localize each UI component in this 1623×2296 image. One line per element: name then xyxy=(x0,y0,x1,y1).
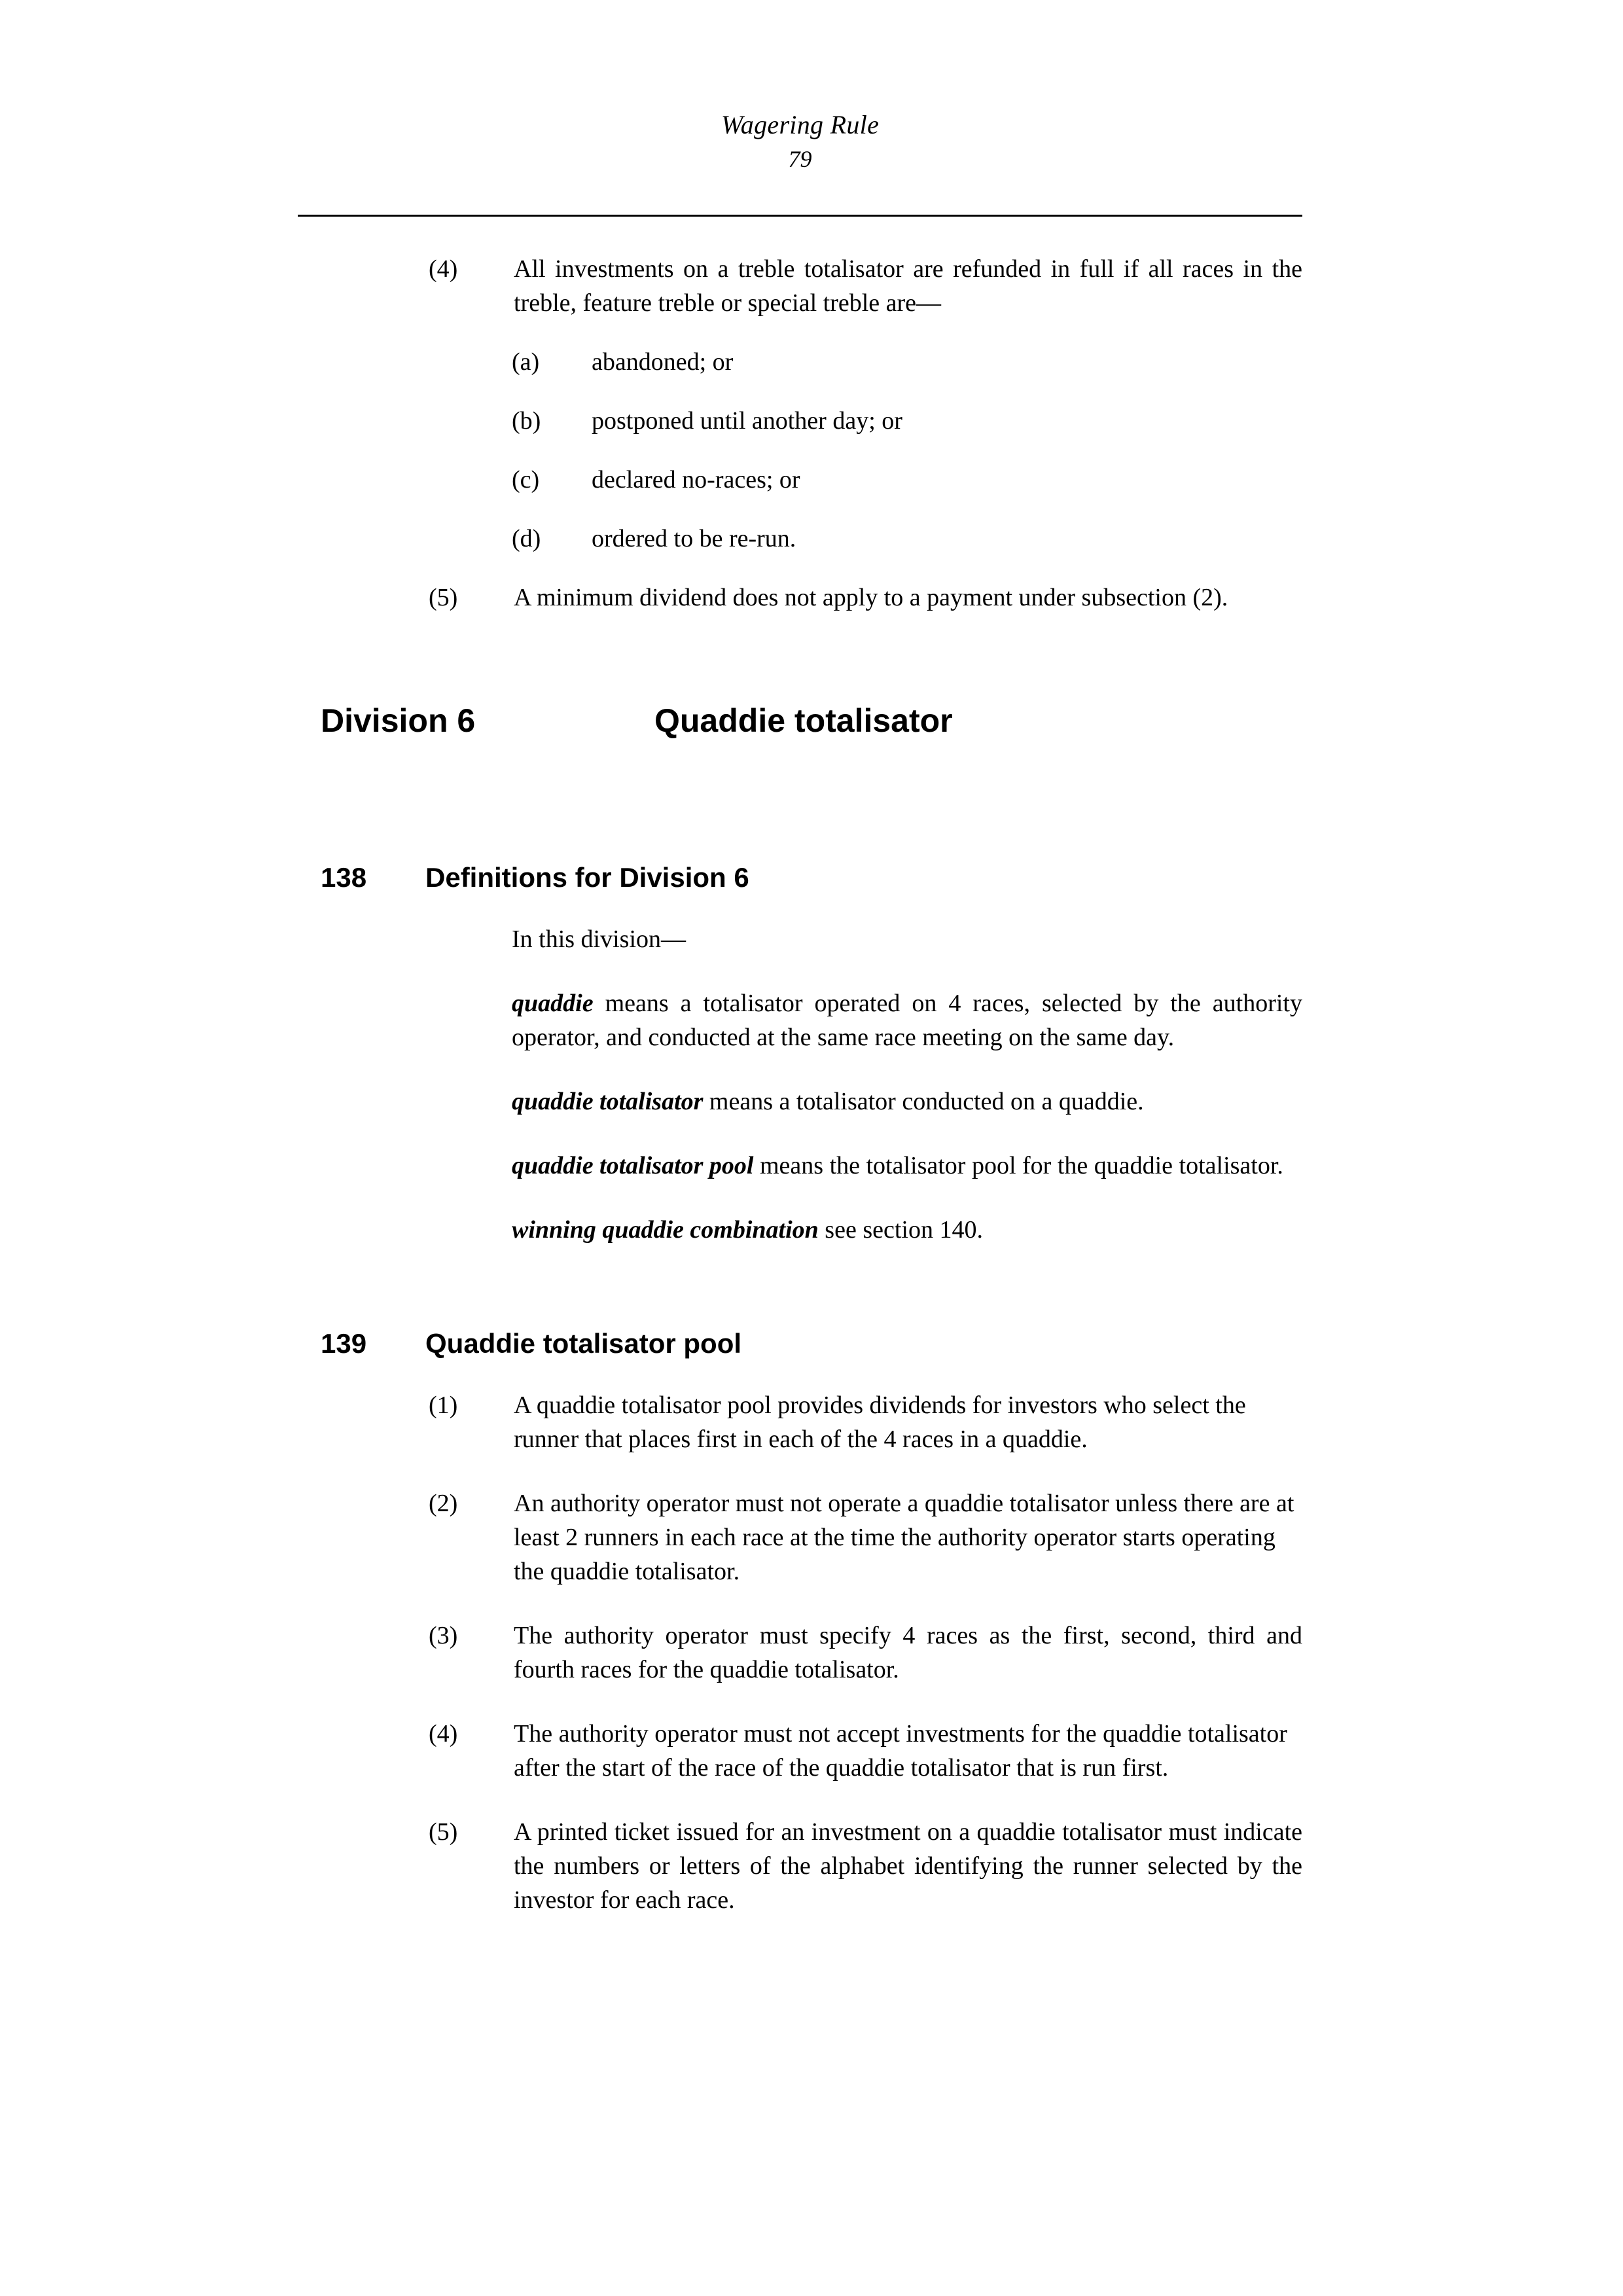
division-title: Quaddie totalisator xyxy=(654,702,953,739)
spacer xyxy=(0,615,1623,700)
spacer xyxy=(0,1119,1623,1149)
section-139-subsection-1 xyxy=(429,1388,1302,1456)
definition-quaddie-totalisator xyxy=(512,1085,1302,1119)
subsection-text: The authority operator must specify 4 races as the first, second, third and fourth races for the quaddie totalisator. xyxy=(514,1622,1302,1683)
definition-winning-quaddie-combination xyxy=(512,1213,1302,1247)
spacer xyxy=(0,1588,1623,1619)
spacer xyxy=(0,1456,1623,1486)
spacer xyxy=(0,320,1623,345)
subsection-text: The authority operator must not accept investments for the quaddie totalisator after the start of the race of the quaddie totalisator that is run first. xyxy=(514,1720,1287,1782)
subsection-marker: (4) xyxy=(429,255,458,283)
subsection-text: An authority operator must not operate a quaddie totalisator unless there are at least 2 runners in each race at the time the authority operator starts operating the quaddie totalisator. xyxy=(514,1490,1294,1585)
spacer xyxy=(0,956,1623,986)
paragraph-text: ordered to be re-run. xyxy=(592,525,796,552)
spacer xyxy=(0,742,1623,859)
subsection-marker: (1) xyxy=(429,1391,458,1419)
paragraph-marker: (a) xyxy=(512,348,540,376)
definition-body: means the totalisator pool for the quaddie totalisator. xyxy=(753,1152,1283,1179)
paragraph-c xyxy=(512,463,1302,497)
section-number: 138 xyxy=(321,862,367,893)
section-139-heading xyxy=(321,1325,1361,1362)
division-heading xyxy=(321,700,1361,742)
document-body xyxy=(0,252,1623,1917)
paragraph-marker: (d) xyxy=(512,525,541,552)
definition-body: means a totalisator operated on 4 races, selected by the authority operator, and conducted at the same race meeting on the same day. xyxy=(512,990,1302,1051)
definition-quaddie-totalisator-pool xyxy=(512,1149,1302,1183)
definition-term: quaddie totalisator xyxy=(512,1088,704,1115)
subsection-text: A printed ticket issued for an investment on a quaddie totalisator must indicate the numbers or letters of the alphabet identifying the runner selected by the investor for each race. xyxy=(514,1818,1302,1914)
spacer xyxy=(0,896,1623,922)
definitions-lead-in: In this division— xyxy=(512,925,687,953)
page-number: 79 xyxy=(788,146,812,172)
spacer xyxy=(0,497,1623,522)
section-title: Quaddie totalisator pool xyxy=(425,1328,742,1359)
paragraph-text: declared no-races; or xyxy=(592,466,800,493)
division-number: Division 6 xyxy=(321,702,476,739)
subsection-marker: (4) xyxy=(429,1720,458,1748)
subsection-5 xyxy=(429,581,1302,615)
paragraph-text: postponed until another day; or xyxy=(592,407,902,435)
paragraph-marker: (c) xyxy=(512,466,540,493)
paragraph-b xyxy=(512,404,1302,438)
subsection-text: All investments on a treble totalisator are refunded in full if all races in the treble, feature treble or special treble are— xyxy=(514,255,1302,317)
spacer xyxy=(0,1183,1623,1213)
section-138-heading xyxy=(321,859,1361,896)
subsection-marker: (5) xyxy=(429,1818,458,1846)
subsection-text: A quaddie totalisator pool provides dividends for investors who select the runner that places first in each of the 4 races in a quaddie. xyxy=(514,1391,1246,1453)
spacer xyxy=(0,1054,1623,1085)
section-139-subsection-5 xyxy=(429,1815,1302,1917)
spacer xyxy=(0,1247,1623,1325)
definition-term: winning quaddie combination xyxy=(512,1216,819,1244)
definition-body: see section 140. xyxy=(818,1216,983,1244)
section-title: Definitions for Division 6 xyxy=(425,862,749,893)
spacer xyxy=(0,1785,1623,1815)
definition-quaddie xyxy=(512,986,1302,1054)
subsection-marker: (5) xyxy=(429,584,458,611)
paragraph-text: abandoned; or xyxy=(592,348,734,376)
header-divider-rule xyxy=(298,215,1302,217)
definition-term: quaddie xyxy=(512,990,594,1017)
spacer xyxy=(0,438,1623,463)
subsection-marker: (2) xyxy=(429,1490,458,1517)
spacer xyxy=(0,1362,1623,1388)
paragraph-marker: (b) xyxy=(512,407,541,435)
section-139-subsection-3 xyxy=(429,1619,1302,1687)
definition-term: quaddie totalisator pool xyxy=(512,1152,754,1179)
section-139-subsection-4 xyxy=(429,1717,1302,1785)
running-header-title: Wagering Rule xyxy=(721,110,880,139)
subsection-text: A minimum dividend does not apply to a payment under subsection (2). xyxy=(514,584,1228,611)
section-number: 139 xyxy=(321,1328,367,1359)
paragraph-a xyxy=(512,345,1302,379)
spacer xyxy=(0,379,1623,404)
section-139-subsection-2 xyxy=(429,1486,1302,1588)
page-header xyxy=(298,108,1302,175)
spacer xyxy=(0,1687,1623,1717)
paragraph-d xyxy=(512,522,1302,556)
subsection-4 xyxy=(429,252,1302,320)
definition-body: means a totalisator conducted on a quaddie. xyxy=(703,1088,1144,1115)
subsection-marker: (3) xyxy=(429,1622,458,1649)
spacer xyxy=(0,556,1623,581)
